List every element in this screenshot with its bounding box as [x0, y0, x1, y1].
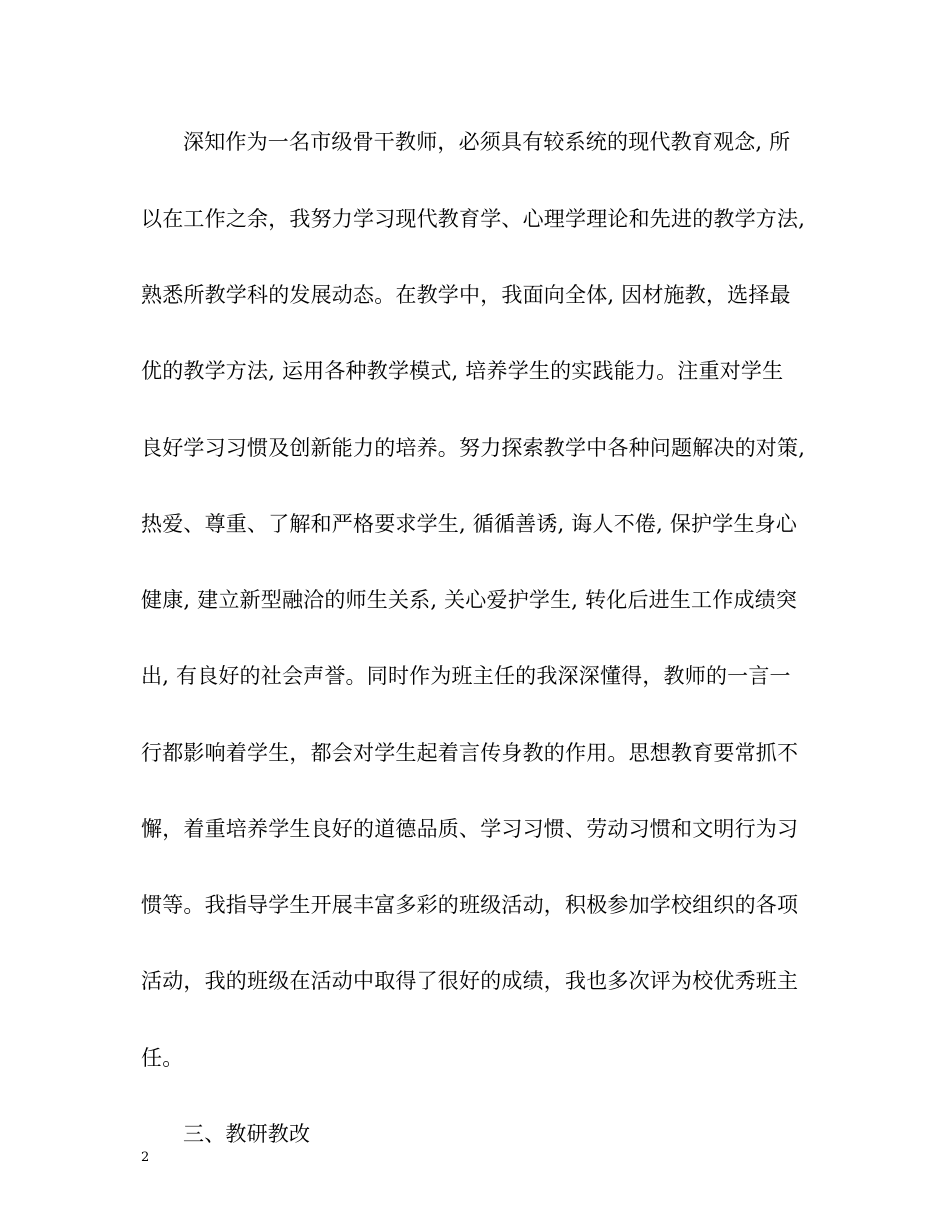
- paragraph-line: 优的教学方法, 运用各种教学模式, 培养学生的实践能力。注重对学生: [141, 359, 784, 383]
- section-heading: 三、教研教改: [183, 1122, 311, 1146]
- paragraph-line: 热爱、尊重、了解和严格要求学生, 循循善诱, 诲人不倦, 保护学生身心: [141, 512, 798, 536]
- paragraph-line: 健康, 建立新型融洽的师生关系, 关心爱护学生, 转化后进生工作成绩突: [141, 588, 798, 612]
- paragraph-line: 以在工作之余，我努力学习现代教育学、心理学理论和先进的教学方法,: [141, 207, 806, 231]
- paragraph-line: 行都影响着学生，都会对学生起着言传身教的作用。思想教育要常抓不: [141, 741, 799, 765]
- paragraph-line: 良好学习习惯及创新能力的培养。努力探索教学中各种问题解决的对策,: [141, 436, 806, 460]
- paragraph-line: 深知作为一名市级骨干教师，必须具有较系统的现代教育观念, 所: [183, 130, 791, 154]
- paragraph-line: 活动，我的班级在活动中取得了很好的成绩，我也多次评为校优秀班主: [141, 969, 799, 993]
- paragraph-line: 惯等。我指导学生开展丰富多彩的班级活动，积极参加学校组织的各项: [141, 893, 799, 917]
- paragraph-line: 熟悉所教学科的发展动态。在教学中，我面向全体, 因材施教，选择最: [141, 283, 791, 307]
- paragraph-line: 任。: [141, 1046, 184, 1070]
- page-number: 2: [141, 1150, 150, 1165]
- paragraph-line: 出, 有良好的社会声誉。同时作为班主任的我深深懂得，教师的一言一: [141, 664, 791, 688]
- paragraph-line: 懈，着重培养学生良好的道德品质、学习习惯、劳动习惯和文明行为习: [141, 817, 799, 841]
